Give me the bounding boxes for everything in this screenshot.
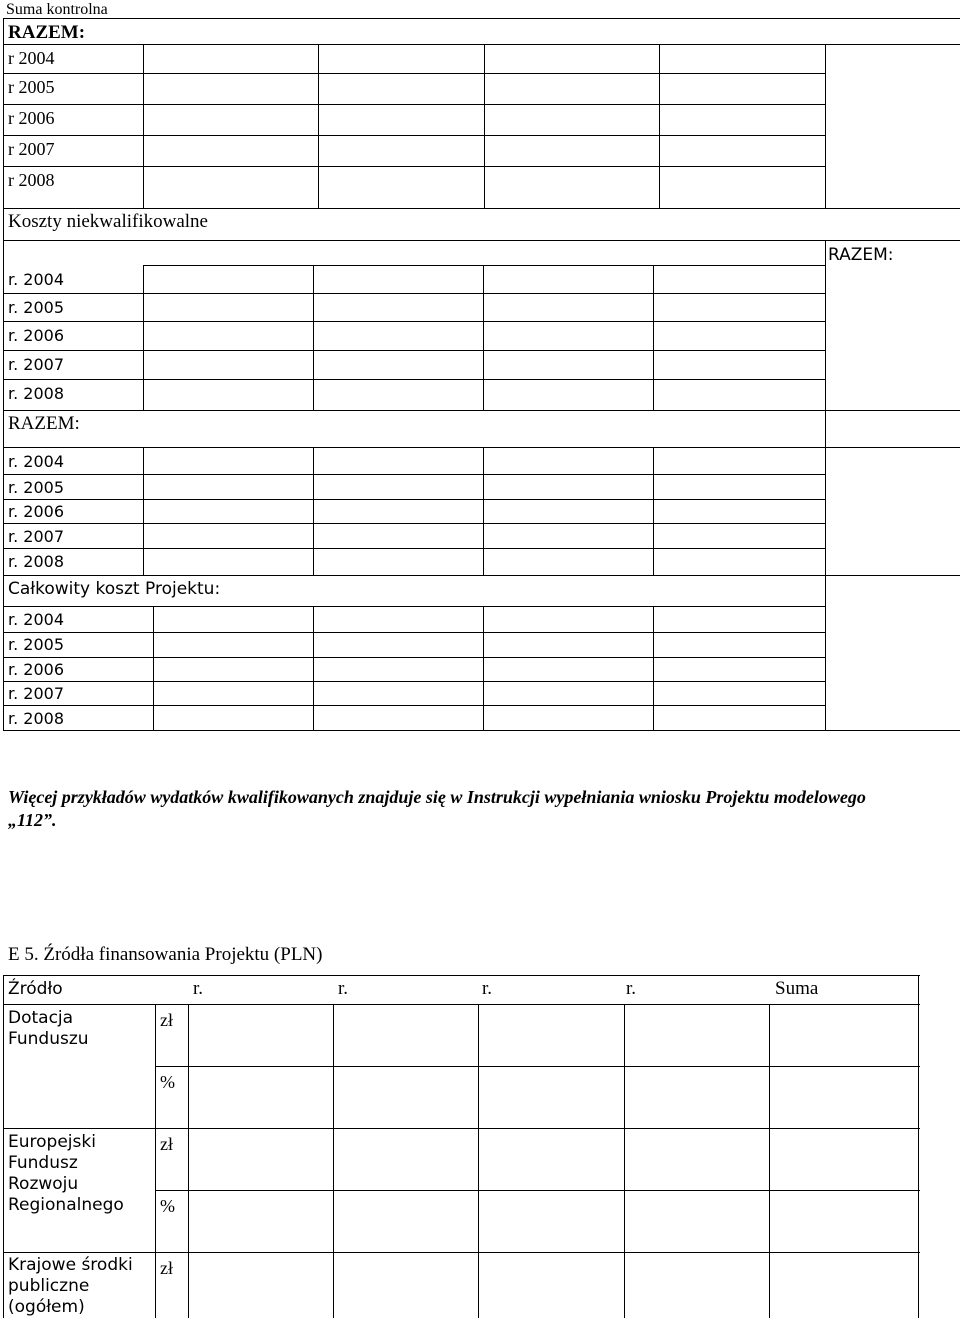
row-efrr-source: Europejski Fundusz Rozwoju Regionalnego [8,1132,124,1215]
summary-heading: RAZEM: [8,22,86,43]
header-year-4: r. [626,978,637,999]
razem-year-2005: r. 2005 [8,478,64,497]
row-dotacja-unit-zl: zł [160,1010,173,1030]
header-source: Źródło [8,979,63,999]
total-year-2007: r. 2007 [8,684,64,703]
total-year-2005: r. 2005 [8,635,64,654]
row-efrr-unit-pct: % [160,1196,175,1216]
nonqualified-year-2008: r. 2008 [8,384,64,403]
examples-note: Więcej przykładów wydatków kwalifikowanych znajduje się w Instrukcji wypełniania wniosku Projektu modelowego „112”. [8,787,866,830]
razem-year-2008: r. 2008 [8,552,64,571]
total-cost-heading: Całkowity koszt Projektu: [8,579,221,599]
total-year-2006: r. 2006 [8,660,64,679]
nonqualified-year-2007: r. 2007 [8,355,64,374]
e5-section-title: E 5. Źródła finansowania Projektu (PLN) [8,944,323,965]
summary-year-2008: r 2008 [8,170,55,190]
total-year-2004: r. 2004 [8,610,64,629]
nonqualified-year-2005: r. 2005 [8,298,64,317]
summary-year-2007: r 2007 [8,139,55,159]
razem-year-2004: r. 2004 [8,452,64,471]
nonqualified-razem: RAZEM: [828,245,894,265]
razem-year-2006: r. 2006 [8,502,64,521]
razem-year-2007: r. 2007 [8,527,64,546]
nonqualified-heading: Koszty niekwalifikowalne [8,211,208,232]
row-dotacja-unit-pct: % [160,1072,175,1092]
header-year-2: r. [338,978,349,999]
summary-year-2006: r 2006 [8,108,55,128]
row-dotacja-source: Dotacja Funduszu [8,1008,89,1049]
nonqualified-year-2004: r. 2004 [8,270,64,289]
total-year-2008: r. 2008 [8,709,64,728]
row-efrr-unit-zl: zł [160,1134,173,1154]
header-sum: Suma [775,978,819,999]
summary-year-2005: r 2005 [8,77,55,97]
nonqualified-year-2006: r. 2006 [8,326,64,345]
header-year-1: r. [193,978,204,999]
summary-year-2004: r 2004 [8,48,55,68]
razem-heading: RAZEM: [8,413,80,434]
row-krajowe-unit-zl: zł [160,1258,173,1278]
checksum-label: Suma kontrolna [6,1,108,18]
row-krajowe-source: Krajowe środki publiczne (ogółem) [8,1255,133,1317]
header-year-3: r. [482,978,493,999]
